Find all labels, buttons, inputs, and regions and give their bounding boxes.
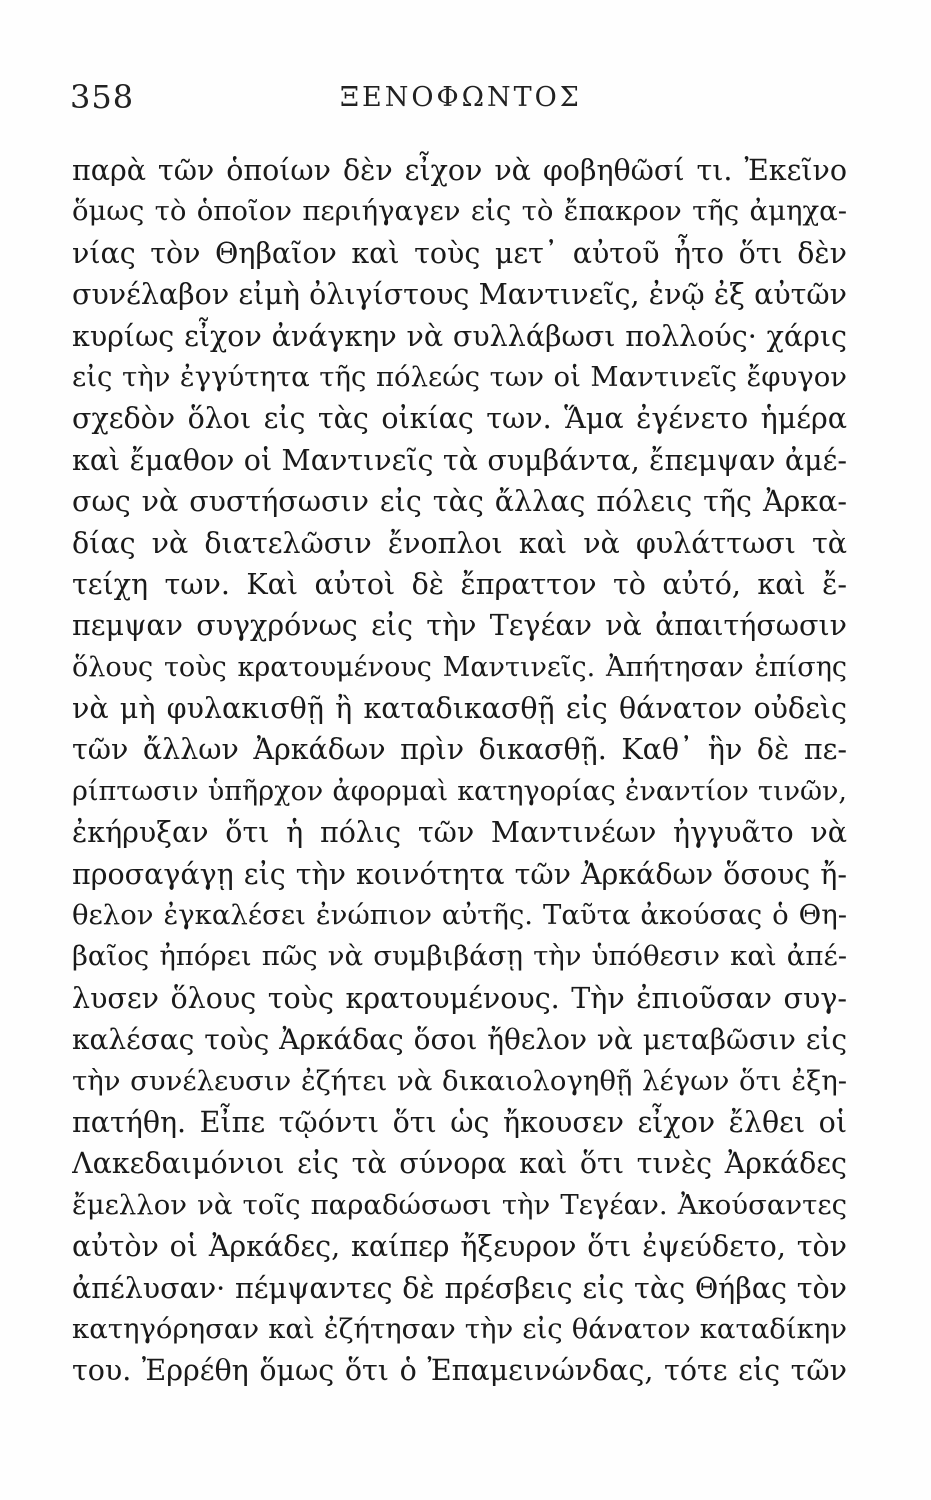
text-line: ἀπέλυσαν· πέμψαντες δὲ πρέσβεις εἰς τὰς Θήβας τὸν	[72, 1271, 847, 1305]
page-number: 358	[70, 78, 135, 116]
text-line: ρίπτωσιν ὑπῆρχον ἀφορμαὶ κατηγορίας ἐναντίον τινῶν,	[72, 775, 847, 807]
text-line: ὅμως τὸ ὁποῖον περιήγαγεν εἰς τὸ ἔπακρον τῆς ἀμηχα-	[72, 195, 847, 228]
text-line: τῶν ἄλλων Ἀρκάδων πρὶν δικασθῇ. Καθ᾽ ἣν δὲ πε-	[72, 733, 847, 767]
text-line: του. Ἐρρέθη ὅμως ὅτι ὁ Ἐπαμεινώνδας, τότε εἰς τῶν	[72, 1354, 847, 1388]
text-line: παρὰ τῶν ὁποίων δὲν εἶχον νὰ φοβηθῶσί τι. Ἐκεῖνο	[72, 154, 847, 187]
text-line: εἰς τὴν ἐγγύτητα τῆς πόλεώς των οἱ Μαντινεῖς ἔφυγον	[72, 360, 847, 393]
text-line: τὴν συνέλευσιν ἐζήτει νὰ δικαιολογηθῇ λέγων ὅτι ἐξη-	[72, 1064, 847, 1097]
text-line: αὐτὸν οἱ Ἀρκάδες, καίπερ ἤξευρον ὅτι ἐψεύδετο, τὸν	[72, 1230, 847, 1264]
text-line: καὶ ἔμαθον οἱ Μαντινεῖς τὰ συμβάντα, ἔπεμψαν ἀμέ-	[72, 443, 847, 477]
text-line: Λακεδαιμόνιοι εἰς τὰ σύνορα καὶ ὅτι τινὲς Ἀρκάδες	[72, 1147, 847, 1181]
page-header	[70, 78, 850, 128]
text-line: πεμψαν συγχρόνως εἰς τὴν Τεγέαν νὰ ἀπαιτήσωσιν	[72, 609, 847, 643]
text-line: κυρίως εἶχον ἀνάγκην νὰ συλλάβωσι πολλούς· χάρις	[72, 319, 847, 353]
text-line: πατήθη. Εἶπε τῷόντι ὅτι ὡς ἤκουσεν εἶχον ἔλθει οἱ	[72, 1105, 847, 1139]
text-line: κατηγόρησαν καὶ ἐζήτησαν τὴν εἰς θάνατον καταδίκην	[72, 1312, 847, 1345]
running-head: ΞΕΝΟΦΩΝΤΟΣ	[340, 82, 582, 113]
text-line: καλέσας τοὺς Ἀρκάδας ὅσοι ἤθελον νὰ μεταβῶσιν εἰς	[72, 1023, 847, 1057]
text-line: βαῖος ἠπόρει πῶς νὰ συμβιβάσῃ τὴν ὑπόθεσιν καὶ ἀπέ-	[72, 940, 847, 973]
text-line: σως νὰ συστήσωσιν εἰς τὰς ἄλλας πόλεις τῆς Ἀρκα-	[72, 485, 847, 519]
body-text	[72, 150, 847, 1392]
text-line: νὰ μὴ φυλακισθῇ ἢ καταδικασθῇ εἰς θάνατον οὐδεὶς	[72, 692, 847, 726]
text-line: θελον ἐγκαλέσει ἐνώπιον αὐτῆς. Ταῦτα ἀκούσας ὁ Θη-	[72, 899, 847, 932]
text-line: σχεδὸν ὅλοι εἰς τὰς οἰκίας των. Ἅμα ἐγένετο ἡμέρα	[72, 402, 847, 436]
text-line: προσαγάγῃ εἰς τὴν κοινότητα τῶν Ἀρκάδων ὅσους ἤ-	[72, 857, 847, 891]
text-line: συνέλαβον εἰμὴ ὀλιγίστους Μαντινεῖς, ἐνῷ ἐξ αὐτῶν	[72, 278, 847, 312]
text-line: ἐκήρυξαν ὅτι ἡ πόλις τῶν Μαντινέων ἠγγυᾶτο νὰ	[72, 816, 847, 850]
text-line: ἔμελλον νὰ τοῖς παραδώσωσι τὴν Τεγέαν. Ἀκούσαντες	[72, 1188, 847, 1221]
text-line: λυσεν ὅλους τοὺς κρατουμένους. Τὴν ἐπιοῦσαν συγ-	[72, 981, 847, 1015]
text-line: τείχη των. Καὶ αὐτοὶ δὲ ἔπραττον τὸ αὐτό, καὶ ἔ-	[72, 567, 847, 601]
text-line: ὅλους τοὺς κρατουμένους Μαντινεῖς. Ἀπήτησαν ἐπίσης	[72, 651, 847, 683]
text-line: δίας νὰ διατελῶσιν ἔνοπλοι καὶ νὰ φυλάττωσι τὰ	[72, 526, 847, 560]
text-line: νίας τὸν Θηβαῖον καὶ τοὺς μετ᾽ αὐτοῦ ἦτο ὅτι δὲν	[72, 236, 847, 270]
